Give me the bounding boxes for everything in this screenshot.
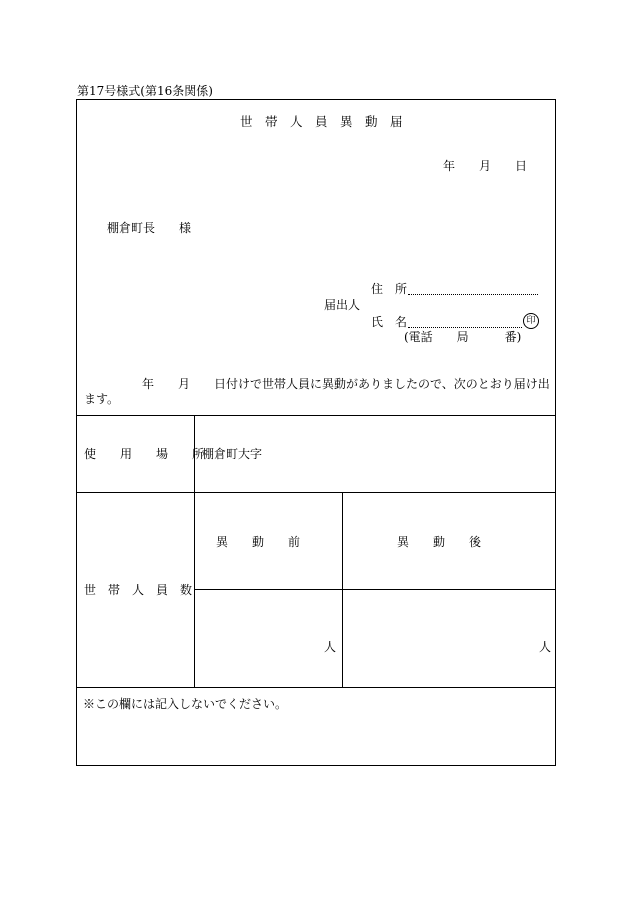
statement-line-2: ます。 (84, 392, 120, 406)
after-change-header: 異 動 後 (397, 535, 482, 549)
applicant-address-field[interactable] (408, 294, 538, 295)
divider-count-header (194, 589, 556, 590)
addressee: 棚倉町長 様 (107, 221, 192, 235)
household-count-label: 世 帯 人 員 数 (84, 583, 193, 597)
applicant-name-label: 氏 名 (371, 315, 408, 329)
divider-office-note (76, 687, 556, 688)
applicant-heading: 届出人 (324, 298, 361, 312)
divider-usage-location (76, 492, 556, 493)
after-change-unit[interactable]: 人 (539, 640, 552, 654)
statement-line-1: 年 月 日付けで世帯人員に異動がありましたので、次のとおり届け出 (142, 377, 550, 391)
submission-date: 年 月 日 (443, 159, 528, 173)
divider-before-after (342, 492, 343, 687)
usage-location-value[interactable]: 棚倉町大字 (202, 447, 263, 461)
applicant-name-field[interactable] (408, 327, 522, 328)
before-change-unit[interactable]: 人 (324, 640, 337, 654)
divider-statement (76, 415, 556, 416)
applicant-phone: (電話 局 番) (404, 330, 522, 344)
form-number-label: 第17号様式(第16条関係) (77, 84, 213, 98)
document-title: 世 帯 人 員 異 動 届 (240, 114, 403, 129)
usage-location-label: 使 用 場 所 (84, 447, 205, 461)
form-frame (76, 99, 556, 766)
office-use-note: ※この欄には記入しないでください。 (83, 697, 288, 711)
before-change-header: 異 動 前 (216, 535, 301, 549)
seal-mark: 印 (523, 313, 539, 329)
applicant-address-label: 住 所 (371, 282, 408, 296)
